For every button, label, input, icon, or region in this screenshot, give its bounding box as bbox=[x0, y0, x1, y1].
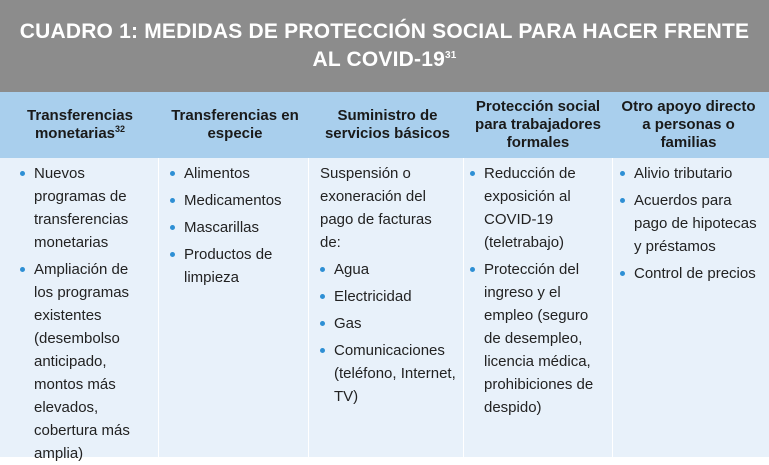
title-footnote: 31 bbox=[444, 50, 457, 61]
column-transferencias-en-especie bbox=[170, 158, 300, 457]
column-transferencias-monetarias bbox=[20, 158, 148, 462]
list-item: Ampliación de los programas existentes (desembolso anticipado, montos más elevados, cobertura más amplia) bbox=[20, 258, 148, 465]
header-proteccion-social: Protección social para trabajadores formales bbox=[475, 98, 601, 151]
list-item: Alimentos bbox=[170, 162, 300, 185]
header-transferencias-monetarias: Transferencias monetarias$^{32}$ bbox=[27, 107, 133, 142]
list-item: Reducción de exposición al COVID-19 (teletrabajo) bbox=[470, 162, 604, 254]
list-item: Control de precios bbox=[620, 262, 760, 285]
header-footnote: 32 bbox=[115, 124, 126, 134]
column-divider bbox=[158, 158, 159, 457]
list-item: Gas bbox=[320, 312, 456, 335]
column-divider bbox=[612, 158, 613, 457]
column-suministro-servicios bbox=[320, 158, 456, 457]
list-item: Mascarillas bbox=[170, 216, 300, 239]
table-body bbox=[0, 158, 769, 462]
header-suministro-servicios: Suministro de servicios básicos bbox=[324, 107, 451, 142]
list-item: Medicamentos bbox=[170, 189, 300, 212]
title-line-2: AL COVID-$19^{31}$ bbox=[312, 48, 457, 71]
list-item: Electricidad bbox=[320, 285, 456, 308]
list-item: Productos de limpieza bbox=[170, 243, 300, 289]
title-line-1: CUADRO 1: MEDIDAS DE PROTECCIÓN SOCIAL PARA HACER FRENTE bbox=[19, 20, 750, 43]
header-otro-apoyo: Otro apoyo directo a personas o familias bbox=[621, 98, 756, 151]
list-item: Comunicaciones (teléfono, Internet, TV) bbox=[320, 339, 456, 408]
column-divider bbox=[463, 158, 464, 457]
list-item: Acuerdos para pago de hipotecas y préstamos bbox=[620, 189, 760, 258]
column-proteccion-social bbox=[470, 158, 604, 457]
column-divider bbox=[308, 158, 309, 457]
list-item: Protección del ingreso y el empleo (seguro de desempleo, licencia médica, prohibiciones de despido) bbox=[470, 258, 604, 419]
header-transferencias-en-especie: Transferencias en especie bbox=[171, 107, 299, 142]
list-item: Agua bbox=[320, 258, 456, 281]
list-item: Alivio tributario bbox=[620, 162, 760, 185]
column-otro-apoyo bbox=[620, 158, 760, 457]
column-header-row bbox=[0, 92, 769, 158]
table-title bbox=[0, 0, 769, 92]
column-intro-text: Suspensión o exoneración del pago de facturas de: bbox=[320, 165, 432, 251]
list-item: Nuevos programas de transferencias monetarias bbox=[20, 162, 148, 254]
